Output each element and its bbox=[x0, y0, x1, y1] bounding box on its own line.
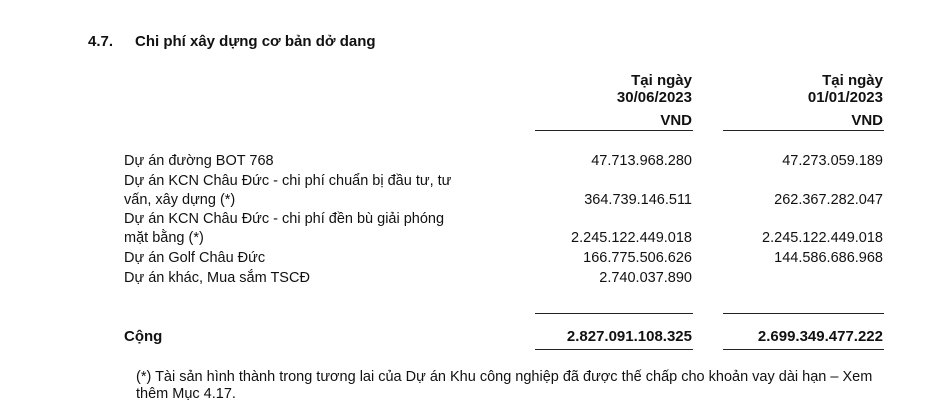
row-value-col1: 364.739.146.511 bbox=[584, 192, 692, 208]
row-label: Dự án KCN Châu Đức - chi phí đền bù giải phóng bbox=[124, 211, 445, 227]
row-value-col1: 2.245.122.449.018 bbox=[571, 230, 692, 246]
row-value-col2: 262.367.282.047 bbox=[774, 192, 883, 208]
section-number: 4.7. bbox=[88, 33, 114, 50]
total-rule-2 bbox=[723, 349, 884, 350]
column-header-1-unit: VND bbox=[660, 112, 692, 129]
column-header-2-line1: Tại ngày bbox=[822, 72, 883, 89]
row-label: Dự án Golf Châu Đức bbox=[124, 250, 266, 266]
column-header-2 bbox=[808, 72, 883, 129]
row-label: Dự án đường BOT 768 bbox=[124, 153, 274, 169]
column-header-1-date: 30/06/2023 bbox=[616, 89, 692, 106]
column-header-2-date: 01/01/2023 bbox=[807, 89, 883, 106]
row-label-continued: mặt bằng (*) bbox=[124, 230, 204, 246]
total-value-col2: 2.699.349.477.222 bbox=[757, 328, 883, 345]
total-value-col1: 2.827.091.108.325 bbox=[566, 328, 692, 345]
row-value-col1: 166.775.506.626 bbox=[583, 250, 692, 266]
subtotal-rule-2 bbox=[723, 313, 884, 314]
column-header-1 bbox=[617, 72, 692, 129]
row-value-col1: 47.713.968.280 bbox=[591, 153, 692, 169]
row-label: Dự án khác, Mua sắm TSCĐ bbox=[124, 270, 310, 286]
header-rule-2 bbox=[723, 130, 884, 131]
total-rule-1 bbox=[535, 349, 693, 350]
row-value-col2: 2.245.122.449.018 bbox=[762, 230, 883, 246]
subtotal-rule-1 bbox=[535, 313, 693, 314]
row-label-continued: vấn, xây dựng (*) bbox=[124, 192, 236, 208]
row-value-col2: 47.273.059.189 bbox=[782, 153, 883, 169]
total-label: Cộng bbox=[124, 328, 163, 345]
row-value-col1: 2.740.037.890 bbox=[599, 270, 692, 286]
footnote: (*) Tài sản hình thành trong tương lai của Dự án Khu công nghiệp đã được thế chấp cho khoản vay dài hạn – Xem thêm Mục 4.17. bbox=[136, 369, 873, 402]
header-rule-1 bbox=[535, 130, 693, 131]
column-header-2-unit: VND bbox=[851, 112, 883, 129]
row-value-col2: 144.586.686.968 bbox=[774, 250, 883, 266]
section-title: Chi phí xây dựng cơ bản dở dang bbox=[135, 33, 376, 50]
column-header-1-line1: Tại ngày bbox=[631, 72, 692, 89]
row-label: Dự án KCN Châu Đức - chi phí chuẩn bị đầu tư, tư bbox=[124, 173, 452, 189]
